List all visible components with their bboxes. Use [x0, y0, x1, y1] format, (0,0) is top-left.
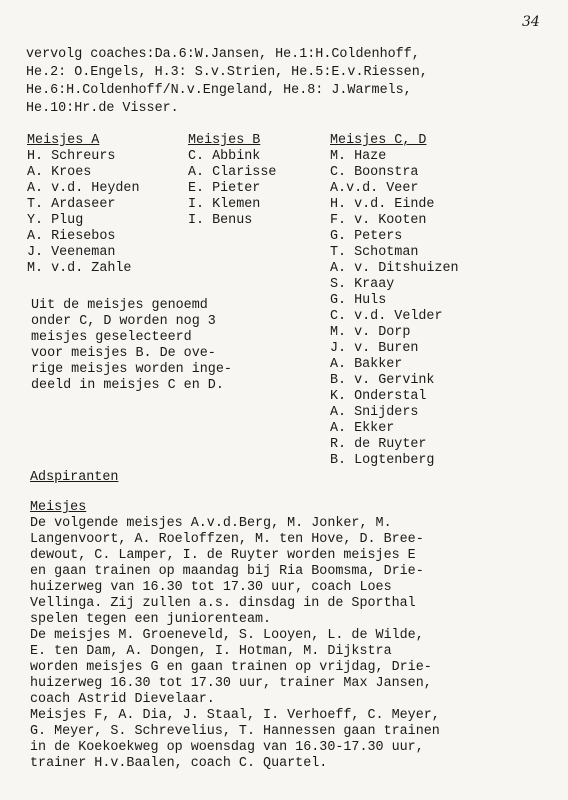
meisjes-cd-name: B. v. Gervink	[330, 373, 435, 388]
meisjes-a-name: M. v.d. Zahle	[27, 261, 132, 276]
note-line: Uit de meisjes genoemd	[31, 298, 208, 313]
selection-note	[31, 298, 232, 394]
meisjes-cd-name: A. Snijders	[330, 405, 419, 420]
meisjes-a-name: A. Kroes	[27, 165, 92, 180]
note-line: rige meisjes worden inge-	[31, 362, 232, 377]
body-line: dewout, C. Lamper, I. de Ruyter worden meisjes E	[30, 548, 416, 563]
coaches-line-1: vervolg coaches:Da.6:W.Jansen, He.1:H.Coldenhoff,	[26, 47, 420, 62]
meisjes-cd-name: S. Kraay	[330, 277, 395, 292]
meisjes-b-title: Meisjes B	[188, 133, 261, 148]
meisjes-cd-name: A.v.d. Veer	[330, 181, 419, 196]
adspiranten-heading: Adspiranten	[30, 470, 119, 485]
meisjes-cd-name: A. Bakker	[330, 357, 403, 372]
body-line: in de Koekoekweg op woensdag van 16.30-17.30 uur,	[30, 740, 424, 755]
meisjes-cd-name: M. Haze	[330, 149, 387, 164]
meisjes-a-name: A. Riesebos	[27, 229, 116, 244]
body-line: Meisjes F, A. Dia, J. Staal, I. Verhoeff, C. Meyer,	[30, 708, 440, 723]
meisjes-cd-name: G. Peters	[330, 229, 403, 244]
body-line: trainer H.v.Baalen, coach C. Quartel.	[30, 756, 328, 771]
body-line: huizerweg van 16.30 tot 17.30 uur, coach Loes	[30, 580, 392, 595]
adspiranten-body	[30, 500, 565, 772]
body-line: De volgende meisjes A.v.d.Berg, M. Jonker, M.	[30, 516, 392, 531]
meisjes-cd-name: B. Logtenberg	[330, 453, 435, 468]
meisjes-cd-name: G. Huls	[330, 293, 387, 308]
meisjes-a-name: T. Ardaseer	[27, 197, 116, 212]
meisjes-a-title: Meisjes A	[27, 133, 100, 148]
body-line: huizerweg 16.30 tot 17.30 uur, trainer Max Jansen,	[30, 676, 432, 691]
meisjes-cd-name: F. v. Kooten	[330, 213, 427, 228]
meisjes-a-name: J. Veeneman	[27, 245, 116, 260]
body-line: worden meisjes G en gaan trainen op vrijdag, Drie-	[30, 660, 432, 675]
body-line: coach Astrid Dievelaar.	[30, 692, 215, 707]
meisjes-b-name: E. Pieter	[188, 181, 261, 196]
meisjes-cd-name: A. Ekker	[330, 421, 395, 436]
body-line: G. Meyer, S. Schrevelius, T. Hannessen gaan trainen	[30, 724, 440, 739]
meisjes-cd-column	[330, 133, 459, 469]
meisjes-a-name: A. v.d. Heyden	[27, 181, 140, 196]
meisjes-a-column	[27, 133, 140, 277]
meisjes-cd-title: Meisjes C, D	[330, 133, 427, 148]
meisjes-cd-name: J. v. Buren	[330, 341, 419, 356]
meisjes-a-name: Y. Plug	[27, 213, 84, 228]
meisjes-b-name: C. Abbink	[188, 149, 261, 164]
meisjes-cd-name: C. v.d. Velder	[330, 309, 443, 324]
body-line: E. ten Dam, A. Dongen, I. Hotman, M. Dijkstra	[30, 644, 392, 659]
note-line: meisjes geselecteerd	[31, 330, 192, 345]
note-line: deeld in meisjes C en D.	[31, 378, 224, 393]
meisjes-cd-name: M. v. Dorp	[330, 325, 411, 340]
coaches-line-4: He.10:Hr.de Visser.	[26, 101, 179, 116]
meisjes-b-name: I. Benus	[188, 213, 253, 228]
meisjes-a-name: H. Schreurs	[27, 149, 116, 164]
body-line: Langenvoort, A. Roeloffzen, M. ten Hove, D. Bree-	[30, 532, 424, 547]
note-line: voor meisjes B. De ove-	[31, 346, 216, 361]
meisjes-b-column	[188, 133, 276, 229]
meisjes-cd-name: A. v. Ditshuizen	[330, 261, 459, 276]
coaches-line-2: He.2: O.Engels, H.3: S.v.Strien, He.5:E.v.Riessen,	[26, 65, 428, 80]
page-number: 34	[522, 14, 540, 30]
meisjes-cd-name: T. Schotman	[330, 245, 419, 260]
meisjes-cd-name: K. Onderstal	[330, 389, 427, 404]
meisjes-cd-name: R. de Ruyter	[330, 437, 427, 452]
coaches-line-3: He.6:H.Coldenhoff/N.v.Engeland, He.8: J.Warmels,	[26, 83, 412, 98]
meisjes-b-name: I. Klemen	[188, 197, 261, 212]
meisjes-b-name: A. Clarisse	[188, 165, 277, 180]
body-line: De meisjes M. Groeneveld, S. Looyen, L. de Wilde,	[30, 628, 424, 643]
body-line: Vellinga. Zij zullen a.s. dinsdag in de Sporthal	[30, 596, 416, 611]
note-line: onder C, D worden nog 3	[31, 314, 216, 329]
body-line: en gaan trainen op maandag bij Ria Boomsma, Drie-	[30, 564, 424, 579]
meisjes-subheading: Meisjes	[30, 500, 87, 515]
meisjes-cd-name: H. v.d. Einde	[330, 197, 435, 212]
body-line: spelen tegen een juniorenteam.	[30, 612, 272, 627]
meisjes-cd-name: C. Boonstra	[330, 165, 419, 180]
